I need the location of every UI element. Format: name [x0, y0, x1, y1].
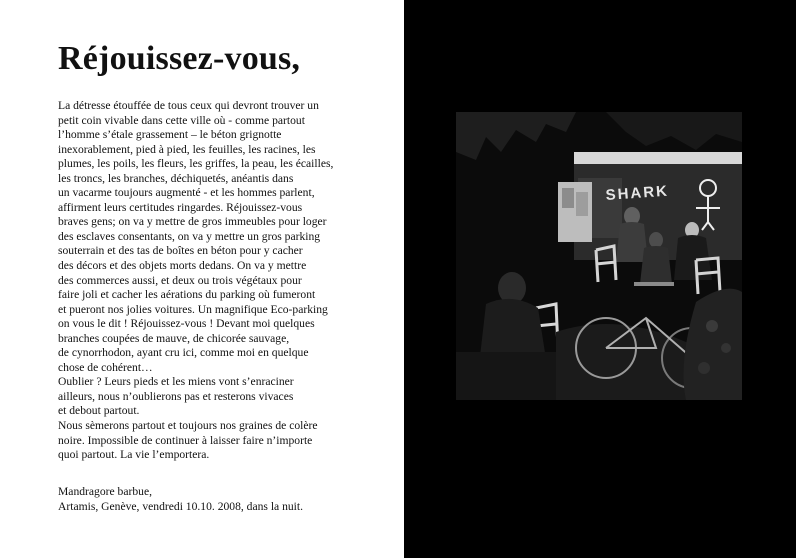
body-line: inexorablement, pied à pied, les feuilles, les racines, les	[58, 142, 316, 156]
body-line: Nous sèmerons partout et toujours nos graines de colère	[58, 419, 318, 433]
body-line: et pueront nos jolies voitures. Un magnifique Eco-parking	[58, 302, 328, 316]
body-line: des décors et des objets morts dedans. On va y mettre	[58, 259, 307, 273]
body-line: des commerces aussi, et deux ou trois végétaux pour	[58, 273, 302, 287]
body-line: plumes, les poils, les fleurs, les griffes, la peau, les écailles,	[58, 157, 334, 171]
body-line: faire joli et cacher les aérations du parking où fumeront	[58, 288, 316, 302]
page-title: Réjouissez-vous,	[58, 40, 301, 77]
shark-sign-text: SHARK	[605, 182, 670, 204]
body-line: un vacarme toujours augmenté - et les hommes parlent,	[58, 186, 315, 200]
body-line: les troncs, les branches, déchiquetés, anéantis dans	[58, 171, 294, 185]
body-line: on vous le dit ! Réjouissez-vous ! Devant moi quelques	[58, 317, 315, 331]
body-line: des esclaves consentants, on va y mettre un gros parking	[58, 229, 321, 243]
signature-line: Mandragore barbue,	[58, 485, 152, 498]
body-line: petit coin vivable dans cette ville où - comme partout	[58, 113, 305, 127]
body-line: chose de cohérent…	[58, 360, 153, 374]
signature-block	[58, 485, 398, 514]
body-line: et debout partout.	[58, 404, 140, 418]
body-line: La détresse étouffée de tous ceux qui devront trouver un	[58, 99, 319, 112]
poem-body	[58, 99, 398, 463]
night-photo	[456, 112, 742, 400]
body-line: branches coupées de mauve, de chicorée sauvage,	[58, 331, 290, 345]
body-line: noire. Impossible de continuer à laisser faire n’importe	[58, 433, 313, 447]
body-line: souterrain et des tas de boîtes en béton pour y cacher	[58, 244, 303, 258]
body-line: Oublier ? Leurs pieds et les miens vont s’enraciner	[58, 375, 294, 389]
body-line: l’homme s’étale grassement – le béton grignotte	[58, 128, 282, 142]
night-photo-illustration	[456, 112, 742, 400]
signature-line: Artamis, Genève, vendredi 10.10. 2008, dans la nuit.	[58, 499, 304, 513]
body-line: ailleurs, nous n’oublierons pas et resterons vivaces	[58, 389, 294, 403]
body-line: quoi partout. La vie l’emportera.	[58, 448, 210, 462]
body-line: affirment leurs certitudes ringardes. Réjouissez-vous	[58, 200, 303, 214]
body-line: braves gens; on va y mettre de gros immeubles pour loger	[58, 215, 327, 229]
body-line: de cynorrhodon, ayant cru ici, comme moi en quelque	[58, 346, 309, 360]
